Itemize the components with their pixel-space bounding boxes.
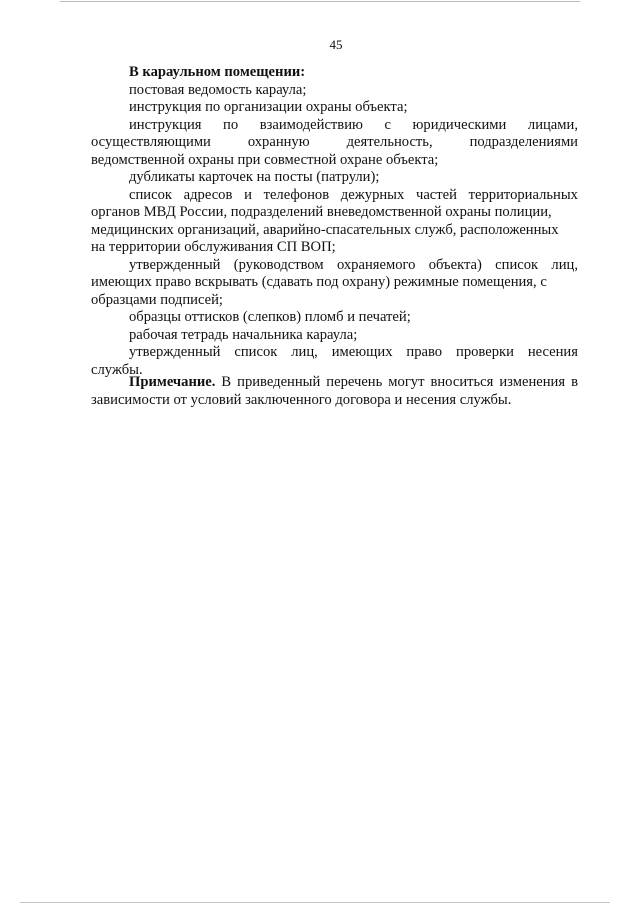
- word: утвержденный: [129, 344, 221, 360]
- list-item-continuation: образцами подписей;: [91, 291, 223, 308]
- word: перечень: [326, 374, 383, 390]
- word: деятельность,: [346, 134, 433, 150]
- list-item-justified-line: [91, 187, 578, 205]
- page-number: 45: [329, 37, 343, 52]
- word: территориальных: [468, 186, 578, 203]
- scan-edge-bottom: [20, 902, 610, 903]
- word: имеющих: [331, 344, 393, 360]
- word: и: [244, 186, 252, 203]
- word: список: [129, 186, 172, 203]
- word: лиц,: [551, 256, 578, 273]
- word: изменения: [499, 374, 566, 390]
- word: список: [234, 344, 278, 360]
- list-item-continuation: службы.: [91, 361, 143, 378]
- note-second-line: зависимости от условий заключенного договора и несения службы.: [91, 391, 512, 408]
- scan-edge-top: [60, 1, 580, 2]
- word: В: [221, 374, 232, 390]
- word: вноситься: [430, 374, 494, 390]
- word: адресов: [183, 186, 233, 203]
- note-first-line: [91, 374, 578, 392]
- word: взаимодействию: [259, 116, 363, 133]
- word: по: [223, 116, 239, 133]
- word: охраняемого: [336, 256, 416, 273]
- word: дежурных: [340, 186, 405, 203]
- word: список: [495, 256, 539, 273]
- list-item-justified-line: [91, 344, 578, 362]
- list-item-continuation: имеющих право вскрывать (сдавать под охрану) режимные помещения, с: [91, 274, 547, 290]
- word: телефонов: [263, 186, 330, 203]
- list-item-justified-line: [91, 117, 578, 135]
- list-item-continuation: органов МВД России, подразделений вневедомственной охраны полиции,: [91, 204, 552, 220]
- word: проверки: [456, 344, 514, 360]
- list-item-justified-line: [91, 257, 578, 275]
- word: осуществляющими: [91, 134, 211, 150]
- word: могут: [388, 374, 425, 390]
- word: подразделениями: [469, 134, 578, 150]
- list-item: постовая ведомость караула;: [129, 81, 307, 98]
- word: утвержденный: [129, 256, 221, 273]
- list-item: инструкция по организации охраны объекта;: [129, 99, 408, 115]
- list-item: дубликаты карточек на посты (патрули);: [129, 169, 380, 185]
- word: объекта): [428, 256, 482, 273]
- word: частей: [415, 186, 457, 203]
- word: несения: [527, 344, 578, 360]
- word: лицами,: [527, 116, 578, 133]
- word: охранную: [247, 134, 310, 150]
- word: инструкция: [129, 116, 202, 133]
- note-label: Примечание.: [129, 374, 216, 390]
- list-item-justified-line: [91, 134, 578, 152]
- note-block: [91, 374, 578, 409]
- word: приведенный: [237, 374, 321, 390]
- list-item: образцы оттисков (слепков) пломб и печатей;: [129, 309, 411, 325]
- word: (руководством: [233, 256, 324, 273]
- list-item-continuation: ведомственной охраны при совместной охране объекта;: [91, 151, 439, 168]
- word: с: [384, 116, 391, 133]
- word: лиц,: [291, 344, 318, 360]
- document-body: [91, 64, 578, 379]
- word: юридическими: [412, 116, 507, 133]
- word: право: [406, 344, 443, 360]
- list-item: рабочая тетрадь начальника караула;: [129, 326, 358, 343]
- list-item-continuation: на территории обслуживания СП ВОП;: [91, 239, 336, 255]
- word: в: [571, 374, 578, 390]
- section-heading: В караульном помещении:: [129, 64, 306, 80]
- list-item-continuation: медицинских организаций, аварийно-спасательных служб, расположенных: [91, 221, 559, 238]
